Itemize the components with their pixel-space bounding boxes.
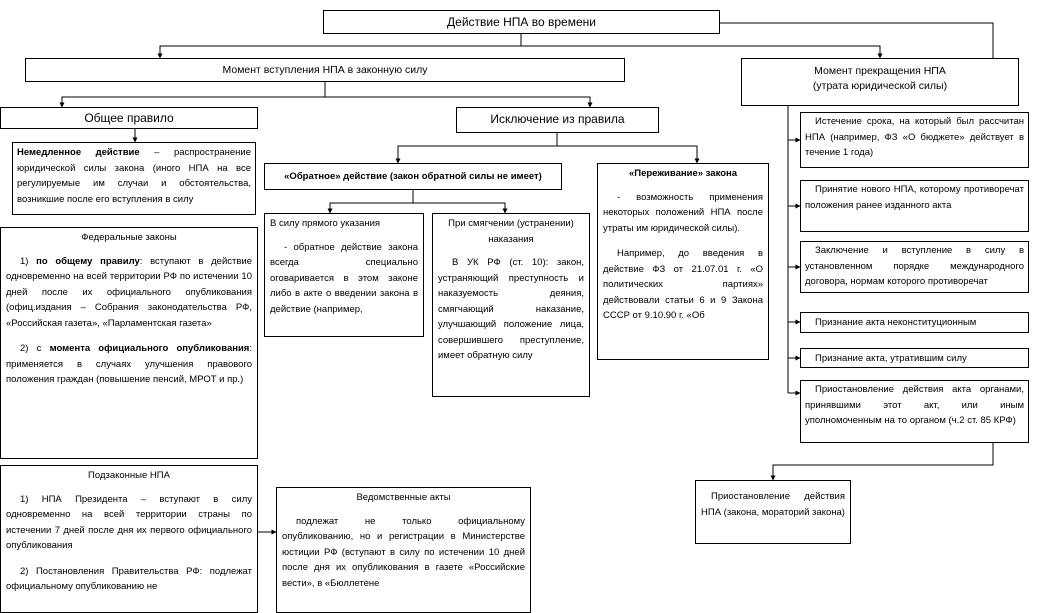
retroactive-title: «Обратное» действие (закон обратной силы не имеет) [284,171,542,182]
exception-title: Исключение из правила [490,112,625,126]
arrow-exception-to-survival [557,146,697,163]
arrow-retro-to-direct [330,190,413,213]
suspension-box [695,480,851,544]
bylaws-box [0,465,258,613]
federal-laws-box [0,227,258,459]
survival-para-2: Например, до введения в действие ФЗ от 21.07.01 г. «О политических партиях» действовали статьи 6 и 9 Закона СССР от 9.10.90 г. «Об [603,248,763,321]
mitigation-text: В УК РФ (ст. 10): закон, устраняющий преступность и наказуемость деяния, смягчающий наказание, улучшающий положение лица, совершившего преступление, имеет обратную силу [438,257,584,361]
termination-title-line1: Момент прекращения НПА [814,65,946,77]
arrow-exception-to-retro [398,133,557,163]
line-root-right [720,23,993,58]
arrow-root-to-entry [160,34,521,58]
survival-para-1: - возможность применения некоторых положений НПА после утраты им юридической силы). [603,191,763,234]
termination-item-2: Принятие нового НПА, которому противоречат положения ранее изданного акта [800,180,1029,232]
departmental-acts-title: Ведомственные акты [356,492,451,503]
federal-laws-title: Федеральные законы [81,232,177,243]
entry-box [25,58,625,82]
arrow-entry-to-general [62,82,325,107]
direct-indication-title: В силу прямого указания [270,218,381,229]
termination-item-5: Признание акта, утратившим силу [800,348,1029,368]
entry-title: Момент вступления НПА в законную силу [222,64,428,76]
arrow-root-to-termination [521,46,880,58]
termination-item-6: Приостановление действия акта органами, принявшими этот акт, или иным уполномоченным на то органом (ч.2 ст. 85 КРФ) [800,380,1029,443]
bylaws-para-2: 2) Постановления Правительства РФ: подлежат официальному опубликованию не [6,565,252,592]
departmental-acts-box [276,487,531,613]
federal-laws-para-2: 2) с момента официального опубликования: применяется в случаях улучшения правового положения граждан (повышение пенсий, МРОТ и пр.) [6,343,252,385]
suspension-text: Приостановление действия НПА (закона, мораторий закона) [701,491,845,518]
general-rule-title: Общее правило [84,111,174,125]
termination-title-line2: (утрата юридической силы) [812,80,948,92]
immediate-action-box [12,142,256,215]
bylaws-para-1: 1) НПА Президента – вступают в силу одновременно на всей территории страны по истечении 7 дней после дня их первого официального опубликования [6,493,252,551]
federal-laws-para-1: 1) по общему правилу: вступают в действие одновременно на всей территории РФ по истечении 10 дней после их официального опубликования (офиц.издания – Собрания законодательства РФ, «Российская газета», «Парламентская газета» [6,255,252,329]
departmental-acts-text: подлежат не только официальному опубликованию, но и регистрации в Министерстве юстиции РФ (вступают в силу по истечении 10 дней после дня их опубликования в газете «Российские вести», в «Бюллетене [282,515,525,589]
general-rule-box [0,107,258,129]
root-box [323,10,720,34]
mitigation-box [432,213,590,397]
termination-item-4: Признание акта неконституционным [800,312,1029,333]
arrow-entry-to-exception [325,97,590,107]
arrow-retro-to-mitigation [413,203,505,213]
retroactive-box [264,163,562,190]
termination-item-3: Заключение и вступление в силу в установленном порядке международного договора, нормам которого противоречат [800,241,1029,293]
immediate-action-term: Немедленное действие [17,147,140,158]
immediate-action-text: – распространение юридической силы закона (иного НПА на все регулируемые им случаи и обстоятельства, возникшие после его вступления в силу [17,147,252,205]
survival-title: «Переживание» закона [628,168,738,179]
termination-item-1: Истечение срока, на который был рассчитан НПА (например, ФЗ «О бюджете» действует в течение 1 года) [800,112,1029,168]
root-title: Действие НПА во времени [447,15,596,29]
direct-indication-box [264,213,424,337]
arrow-to-suspension [773,443,993,480]
direct-indication-text: - обратное действие закона всегда специально оговаривается в этом законе либо в акте о введении закона в действие (например, [270,241,418,315]
exception-box [456,107,659,133]
bylaws-title: Подзаконные НПА [88,470,170,481]
termination-box [741,58,1019,106]
survival-box [597,163,769,360]
mitigation-title: При смягчении (устранении) наказания [448,218,574,245]
